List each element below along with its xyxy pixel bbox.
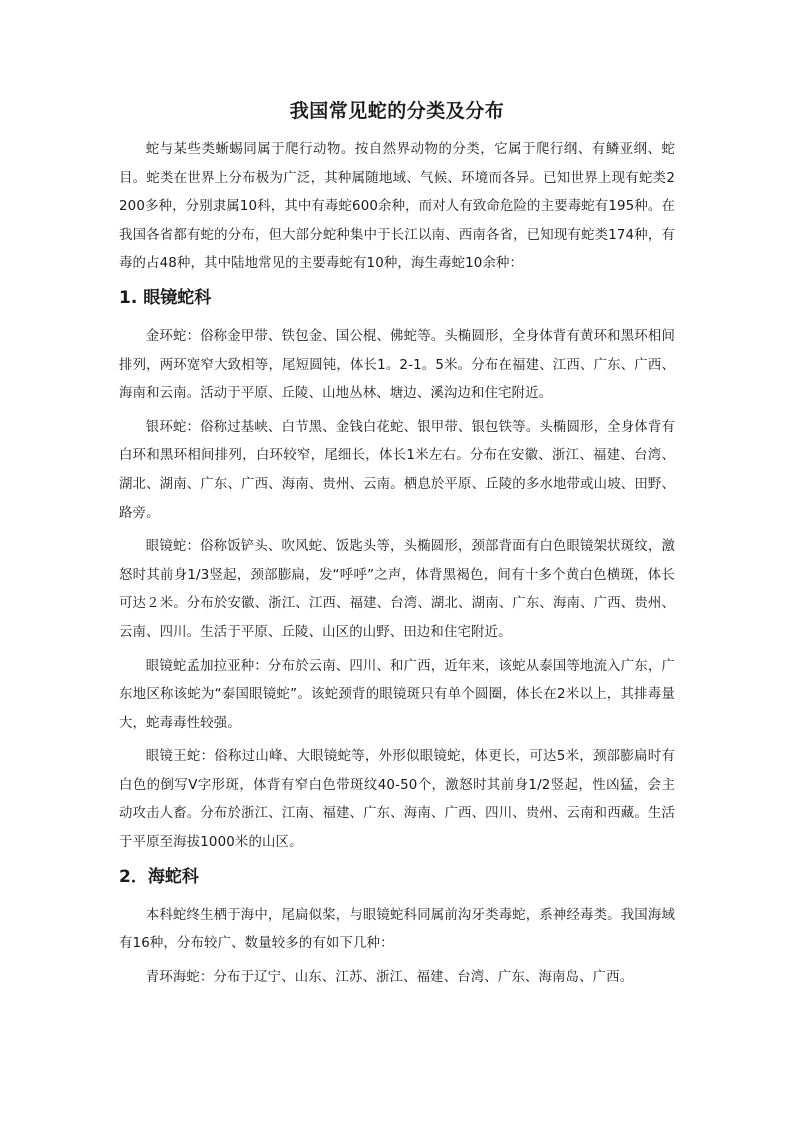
paragraph-banded-krait: 金环蛇：俗称金甲带、铁包金、国公棍、佛蛇等。头椭圆形，全身体背有黄环和黑环相间排列，两环宽窄大致相等，尾短圆钝，体长1。2-1。5米。分布在福建、江西、广东、广西、海南和云南。活动于平原、丘陵、山地丛林、塘边、溪沟边和住宅附近。	[119, 328, 675, 402]
paragraph-blue-banded-sea-snake: 青环海蛇：分布于辽宁、山东、江苏、浙江、福建、台湾、广东、海南岛、广西。	[145, 969, 634, 985]
paragraph-king-cobra: 眼镜王蛇：俗称过山峰、大眼镜蛇等，外形似眼镜蛇，体更长，可达5米，颈部膨扁时有白色的倒写V字形斑，体背有窄白色带斑纹40-50个，激怒时其前身1/2竖起，性凶猛，会主动攻击人畜。分布於浙江、江南、福建、广东、海南、广西、四川、贵州、云南和西藏。生活于平原至海拔1000米的山区。	[119, 749, 675, 851]
paragraph-sea-snake-intro: 本科蛇终生栖于海中，尾扁似桨，与眼镜蛇科同属前沟牙类毒蛇，系神经毒类。我国海域有16种，分布较广、数量较多的有如下几种：	[119, 907, 675, 952]
paragraph-cobra: 眼镜蛇：俗称饭铲头、吹风蛇、饭匙头等，头椭圆形，颈部背面有白色眼镜架状斑纹，激怒时其前身1/3竖起，颈部膨扁，发“呼呼”之声，体背黑褐色，间有十多个黄白色横斑，体长可达２米。分布於安徽、浙江、江西、福建、台湾、湖北、湖南、广东、海南、广西、贵州、云南、四川。生活于平原、丘陵、山区的山野、田边和住宅附近。	[119, 539, 675, 640]
paragraph-bengal-cobra: 眼镜蛇孟加拉亚种：分布於云南、四川、和广西，近年来，该蛇从泰国等地流入广东，广东地区称该蛇为“泰国眼镜蛇”。该蛇颈背的眼镜斑只有单个圆圈，体长在2米以上，其排毒量大，蛇毒毒性较强。	[119, 658, 675, 731]
intro-paragraph: 蛇与某些类蜥蜴同属于爬行动物。按自然界动物的分类，它属于爬行纲、有鳞亚纲、蛇目。蛇类在世界上分布极为广泛，其种属随地域、气候、环境而各异。已知世界上现有蛇类2200多种，分别隶属10科，其中有毒蛇600余种，而对人有致命危险的主要毒蛇有195种。在我国各省都有蛇的分布，但大部分蛇种集中于长江以南、西南各省，已知现有蛇类174种，有毒的占48种，其中陆地常见的主要毒蛇有10种，海生毒蛇10余种：	[119, 142, 675, 272]
section-heading-elapidae: 1. 眼镜蛇科	[119, 287, 212, 308]
document-title: 我国常见蛇的分类及分布	[289, 100, 505, 122]
section-heading-sea-snakes: 2．海蛇科	[119, 866, 199, 887]
paragraph-many-banded-krait: 银环蛇：俗称过基峡、白节黑、金钱白花蛇、银甲带、银包铁等。头椭圆形，全身体背有白环和黑环相间排列，白环较窄，尾细长，体长1米左右。分布在安徽、浙江、福建、台湾、湖北、湖南、广东、广西、海南、贵州、云南。栖息於平原、丘陵的多水地带或山坡、田野、路旁。	[119, 419, 675, 521]
document-body	[119, 98, 675, 997]
